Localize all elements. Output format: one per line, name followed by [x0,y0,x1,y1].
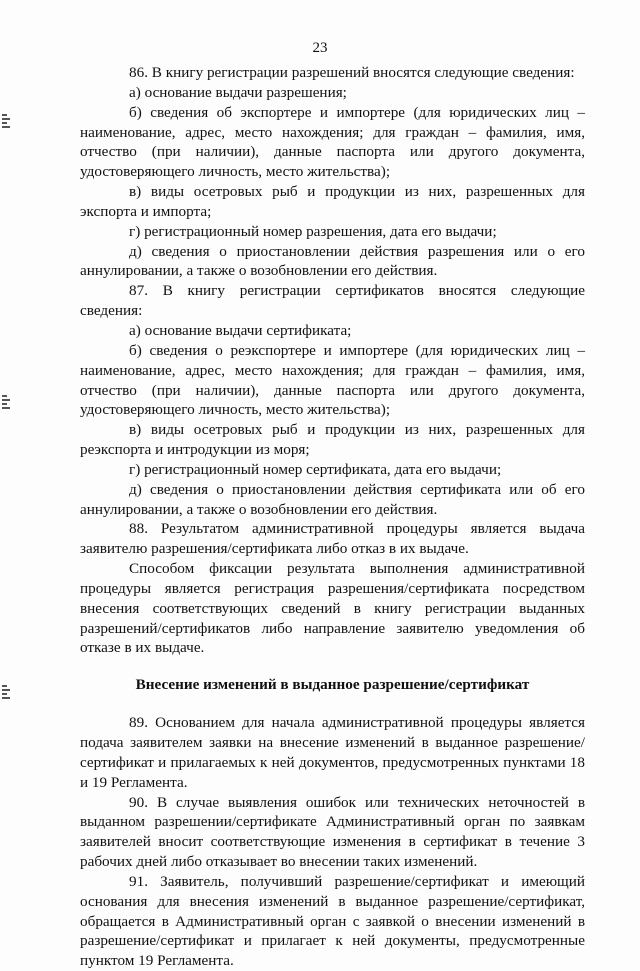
binding-mark-bottom [2,683,10,701]
paragraph-88: 88. Результатом административной процедуры является выдача заявителю разрешения/сертификата либо отказ в их выдаче. [80,520,585,558]
paragraph-86: 86. В книгу регистрации разрешений вносятся следующие сведения: [129,64,575,81]
item-87-g: г) регистрационный номер сертификата, дата его выдачи; [129,460,502,478]
section-heading: Внесение изменений в выданное разрешение/сертификат [135,676,530,694]
item-86-v: в) виды осетровых рыб и продукции из них, разрешенных для экспорта и импорта; [80,183,585,220]
paragraph-89: 89. Основанием для начала административной процедуры является подача заявителем заявки на внесение изменений в выданное разрешение/сертификат и прилагаемых к ней документов, предусмотренных пунктами 18 и 19 Регламента. [80,714,585,791]
item-87-a: а) основание выдачи сертификата; [129,321,352,339]
item-86-g: г) регистрационный номер разрешения, дата его выдачи; [129,222,497,240]
item-86-b: б) сведения об экспортере и импортере (для юридических лиц – наименование, адрес, место нахождения; для граждан – фамилия, имя, отчество (при наличии), данные паспорта или другого документа, удостоверяющего личность, место жительства); [80,103,585,181]
paragraph-87: 87. В книгу регистрации сертификатов вносятся следующие сведения: [80,282,585,320]
item-87-d: д) сведения о приостановлении действия сертификата или об его аннулировании, а также о возобновлении его действия. [80,480,585,518]
document-body [80,63,585,971]
paragraph-91: 91. Заявитель, получивший разрешение/сертификат и имеющий основания для внесения изменений в выданное разрешение/сертификат, обращается в Административный орган с заявкой о внесении изменений в разрешение/сертификат и прилагает к ней документы, предусмотренные пунктом 19 Регламента. [80,872,585,970]
item-87-b: б) сведения о реэкспортере и импортере (для юридических лиц – наименование, адрес, место нахождения; для граждан – фамилия, имя, отчество (при наличии), данные паспорта или другого документа, удостоверяющего личность, место жительства); [80,341,585,419]
binding-mark-middle [2,393,10,411]
item-86-a: а) основание выдачи разрешения; [129,83,347,101]
item-87-v: в) виды осетровых рыб и продукции из них, разрешенных для реэкспорта и интродукции из моря; [80,421,585,459]
binding-mark-top [2,112,10,130]
page-number: 23 [312,40,328,56]
paragraph-90: 90. В случае выявления ошибок или технических неточностей в выданном разрешении/сертификате Административный орган по заявкам заявителей вносит соответствующие изменения в сертификат в течение 3 рабочих дней либо отказывает во внесении таких изменений. [80,793,585,871]
paragraph-88-fixation: Способом фиксации результата выполнения административной процедуры является регистрация разрешения/сертификата посредством внесения соответствующих сведений в книгу регистрации выданных разрешений/сертификатов либо направление заявителю уведомления об отказе в их выдаче. [80,560,585,657]
item-86-d: д) сведения о приостановлении действия разрешения или о его аннулировании, а также о возобновлении его действия. [80,242,585,280]
